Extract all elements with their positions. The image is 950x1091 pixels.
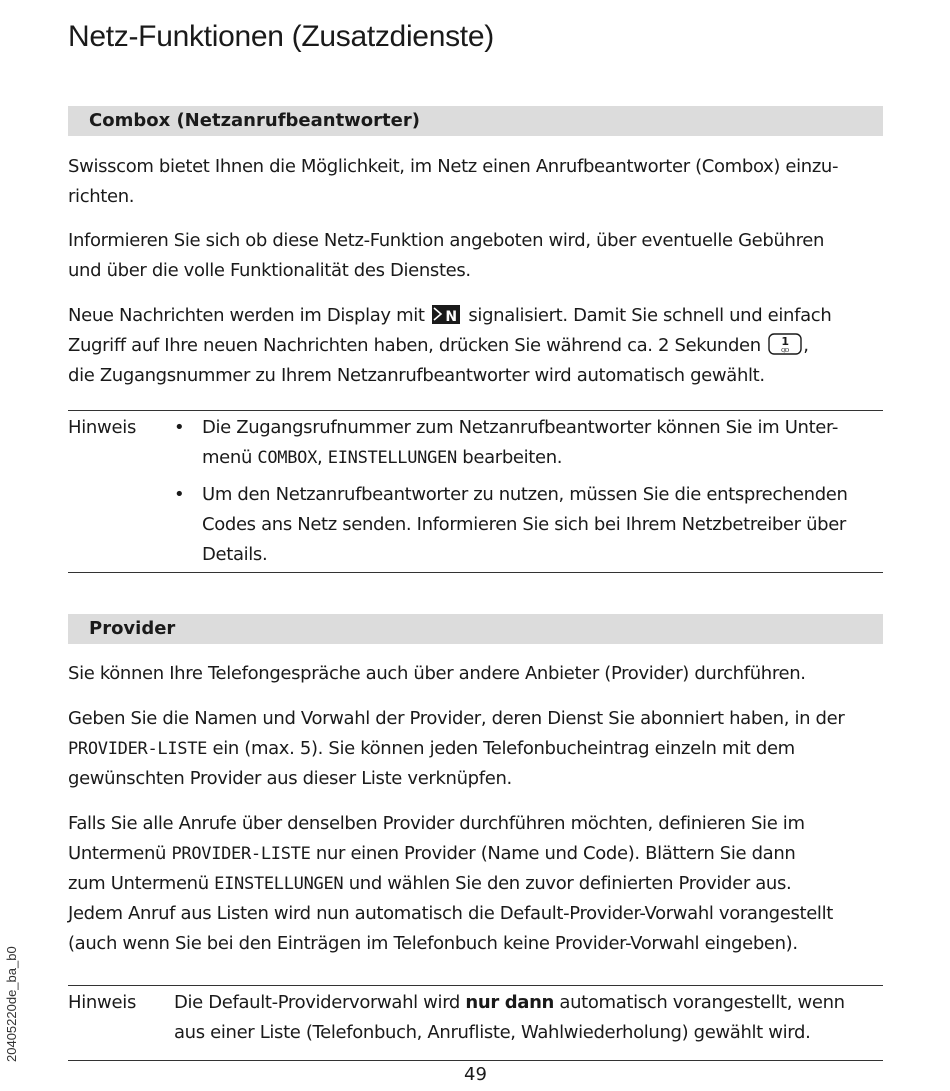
combox-icon-letter: N bbox=[445, 309, 457, 324]
combox-p3-part-e: die Zugangsnummer zu Ihrem Netzanrufbeantworter wird automatisch gewählt. bbox=[68, 365, 765, 386]
provider-note-part-b: automatisch vorangestellt, wenn bbox=[559, 992, 845, 1013]
provider-note-text bbox=[174, 988, 884, 1048]
combox-p3-part-b: signalisiert. Damit Sie schnell und einfach bbox=[468, 305, 832, 326]
combox-note-label: Hinweis bbox=[68, 417, 137, 438]
combox-note2-line2: Codes ans Netz senden. Informieren Sie sich bei Ihrem Netzbetreiber über bbox=[202, 514, 846, 535]
combox-p1-line1: Swisscom bietet Ihnen die Möglichkeit, im Netz einen Anrufbeantworter (Combox) einzu- bbox=[68, 156, 839, 177]
combox-menu-code: COMBOX bbox=[257, 448, 318, 468]
combox-p1-line2: richten. bbox=[68, 186, 135, 207]
key-subletters: QD bbox=[781, 348, 790, 354]
provider-section-header bbox=[68, 614, 883, 644]
page-title: Netz-Funktionen (Zusatzdienste) bbox=[68, 20, 494, 53]
einstellungen-code-2: EINSTELLUNGEN bbox=[214, 874, 344, 894]
provider-p3-line5: (auch wenn Sie bei den Einträgen im Telefonbuch keine Provider-Vorwahl eingeben). bbox=[68, 933, 798, 954]
combox-p2-line1: Informieren Sie sich ob diese Netz-Funktion angeboten wird, über eventuelle Gebühren bbox=[68, 230, 825, 251]
combox-note1-line1: Die Zugangsrufnummer zum Netzanrufbeantworter können Sie im Unter- bbox=[202, 417, 839, 438]
provider-p3-line1: Falls Sie alle Anrufe über denselben Provider durchführen möchten, definieren Sie im bbox=[68, 813, 805, 834]
provider-note-part-a: Die Default-Providervorwahl wird bbox=[174, 992, 461, 1013]
provider-paragraph-3 bbox=[68, 809, 883, 959]
provider-p3-line3-start: zum Untermenü bbox=[68, 873, 209, 894]
provider-p2-line3: gewünschten Provider aus dieser Liste verknüpfen. bbox=[68, 768, 512, 789]
provider-p3-line2-start: Untermenü bbox=[68, 843, 167, 864]
combox-p3-part-c: Zugriff auf Ihre neuen Nachrichten haben, drücken Sie während ca. 2 Sekunden bbox=[68, 335, 761, 356]
page-number: 49 bbox=[464, 1064, 487, 1085]
provider-paragraph-1: Sie können Ihre Telefongespräche auch über andere Anbieter (Provider) durchführen. bbox=[68, 663, 806, 684]
combox-paragraph-3 bbox=[68, 301, 883, 391]
provider-note-top-rule bbox=[68, 985, 883, 986]
combox-p3-part-d: , bbox=[803, 335, 809, 356]
provider-p3-line2-end: nur einen Provider (Name und Code). Blättern Sie dann bbox=[315, 843, 796, 864]
provider-p2-line1: Geben Sie die Namen und Vorwahl der Provider, deren Dienst Sie abonniert haben, in der bbox=[68, 708, 845, 729]
combox-p2-line2: und über die volle Funktionalität des Dienstes. bbox=[68, 260, 471, 281]
key-digit: 1 bbox=[781, 335, 789, 348]
einstellungen-menu-code: EINSTELLUNGEN bbox=[327, 448, 457, 468]
provider-heading: Provider bbox=[89, 618, 176, 639]
combox-paragraph-1 bbox=[68, 152, 883, 212]
provider-note-line2: aus einer Liste (Telefonbuch, Anrufliste, Wahlwiederholung) gewählt wird. bbox=[174, 1022, 811, 1043]
combox-section-header bbox=[68, 106, 883, 136]
combox-heading: Combox (Netzanrufbeantworter) bbox=[89, 110, 420, 131]
key-1-icon bbox=[768, 333, 802, 355]
provider-p3-line4: Jedem Anruf aus Listen wird nun automatisch die Default-Provider-Vorwahl vorangestellt bbox=[68, 903, 833, 924]
combox-paragraph-2 bbox=[68, 226, 883, 286]
provider-note-label: Hinweis bbox=[68, 992, 137, 1013]
provider-p2-line2: ein (max. 5). Sie können jeden Telefonbucheintrag einzeln mit dem bbox=[212, 738, 795, 759]
provider-p3-line3-end: und wählen Sie den zuvor definierten Provider aus. bbox=[348, 873, 792, 894]
provider-liste-code: PROVIDER-LISTE bbox=[68, 739, 208, 759]
combox-note-bottom-rule bbox=[68, 572, 883, 573]
combox-note2-line1: Um den Netzanrufbeantworter zu nutzen, müssen Sie die entsprechenden bbox=[202, 484, 848, 505]
provider-note-emphasis: nur dann bbox=[465, 992, 555, 1013]
provider-paragraph-2 bbox=[68, 704, 883, 794]
combox-note-item-1 bbox=[202, 413, 884, 473]
combox-note1-separator: , bbox=[317, 447, 323, 468]
combox-note-bullet-2: • bbox=[174, 484, 185, 505]
combox-note2-line3: Details. bbox=[202, 544, 268, 565]
combox-note-top-rule bbox=[68, 410, 883, 411]
combox-note-item-2 bbox=[202, 480, 884, 570]
document-code: 20405220de_ba_b0 bbox=[4, 946, 19, 1062]
provider-note-bottom-rule bbox=[68, 1060, 883, 1061]
combox-note1-end: bearbeiten. bbox=[462, 447, 563, 468]
provider-liste-code-2: PROVIDER-LISTE bbox=[171, 844, 311, 864]
combox-note-bullet-1: • bbox=[174, 417, 185, 438]
combox-message-icon bbox=[432, 305, 460, 324]
combox-p3-part-a: Neue Nachrichten werden im Display mit bbox=[68, 305, 425, 326]
combox-note1-menu-word: menü bbox=[202, 447, 253, 468]
